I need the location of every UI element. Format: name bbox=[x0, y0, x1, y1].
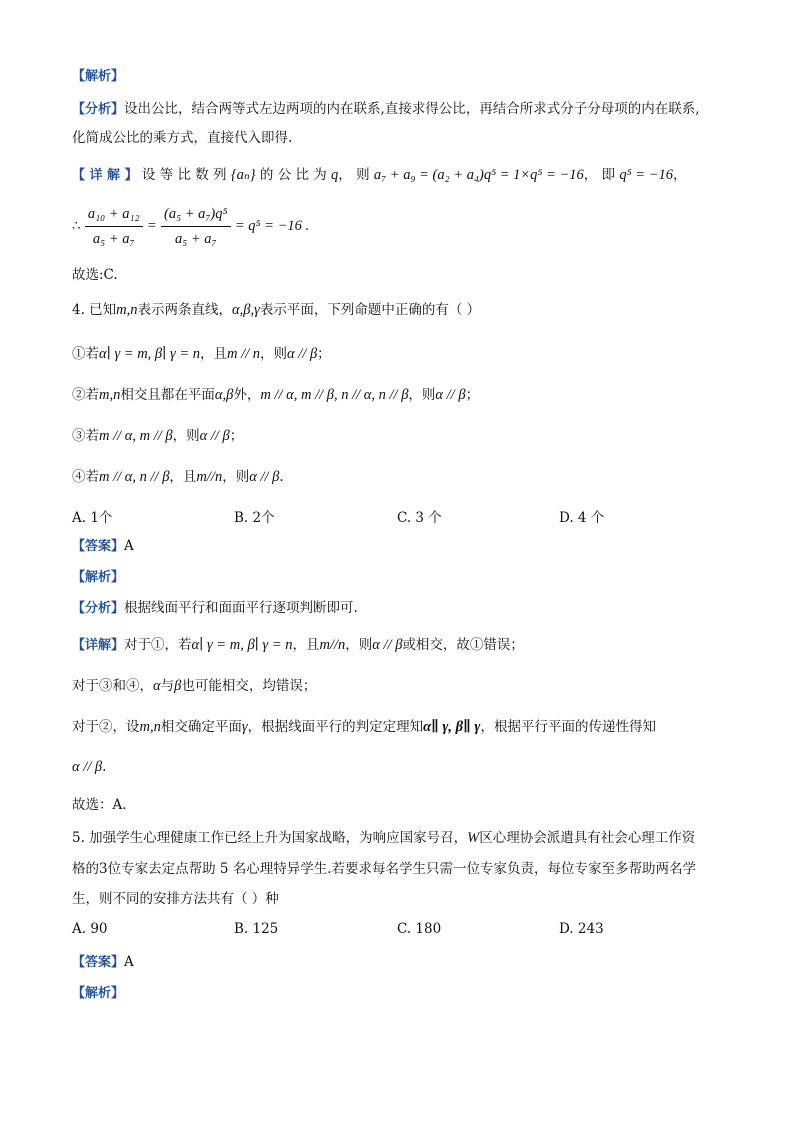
q5-stem-line-3 bbox=[72, 890, 279, 908]
fenxi-label: 【分析】 bbox=[72, 601, 125, 616]
q5-option-c: C. 180 bbox=[397, 921, 442, 937]
answer-label: 【答案】 bbox=[72, 955, 125, 970]
math-expression: γ bbox=[241, 719, 248, 735]
math-expression: α∣ γ = m, β∣ γ = n bbox=[191, 637, 293, 653]
math-expression: α∣ γ = m, β∣ γ = n bbox=[99, 346, 200, 362]
math-expression: m,n bbox=[116, 302, 138, 318]
math-expression: α // β bbox=[199, 428, 230, 444]
fenxi-text: 根据线面平行和面面平行逐项判断即可. bbox=[124, 600, 358, 616]
math-expression: m // α, m // β bbox=[99, 428, 173, 444]
text: 表示平面，下列命题中正确的有（ ） bbox=[259, 302, 481, 318]
text: ③若 bbox=[72, 428, 99, 444]
text: 设 等 比 数 列 bbox=[141, 167, 227, 183]
math-expression: m,n bbox=[139, 719, 161, 735]
numerator: (a₅ + a₇)q⁵ bbox=[161, 204, 231, 227]
xiangjie-label: 【详解】 bbox=[72, 638, 125, 653]
q5-stem-line-1 bbox=[72, 829, 695, 847]
math-expression: m // α, n // β bbox=[99, 469, 170, 485]
text: 生，则不同的安排方法共有（ ）种 bbox=[72, 891, 279, 907]
fenxi-text: 设出公比，结合两等式左边两项的内在联系,直接求得公比，再结合所求式分子分母项的内在联系, bbox=[124, 101, 700, 117]
q5-analysis-heading bbox=[72, 984, 124, 1003]
text: ①若 bbox=[72, 346, 99, 362]
text: ； bbox=[229, 428, 244, 444]
text: 外， bbox=[233, 387, 261, 403]
q4-proposition-2 bbox=[72, 386, 479, 404]
q3-xiangjie-line bbox=[72, 166, 687, 185]
text: ④若 bbox=[72, 469, 99, 485]
text: ， 则 bbox=[338, 167, 370, 183]
analysis-heading bbox=[72, 67, 124, 86]
text: ， bbox=[673, 167, 687, 183]
q4-xiangjie-line-1 bbox=[72, 636, 524, 655]
xiangjie-label: 【 详 解 】 bbox=[72, 168, 138, 183]
fenxi-label: 【分析】 bbox=[72, 102, 125, 117]
q4-option-d: D. 4 个 bbox=[559, 510, 605, 526]
answer-value: A bbox=[124, 538, 134, 554]
math-expression: α∥ γ, β∥ γ bbox=[423, 719, 481, 735]
q3-fenxi-line-2 bbox=[72, 129, 292, 147]
math-expression: {aₙ} bbox=[230, 167, 256, 183]
math-expression: m//n bbox=[319, 637, 346, 653]
text: 对于③和④， bbox=[72, 678, 153, 694]
math-expression: α,β,γ bbox=[232, 302, 260, 318]
denominator: a₅ + a₇ bbox=[92, 231, 135, 247]
text: ，则 bbox=[345, 637, 373, 653]
text: . bbox=[102, 759, 107, 775]
analysis-label: 【解析】 bbox=[72, 986, 125, 1001]
text: ，则 bbox=[222, 469, 250, 485]
text: 与 bbox=[160, 678, 175, 694]
math-expression: α bbox=[153, 678, 161, 694]
math-expression: W bbox=[467, 830, 480, 846]
math-expression: a₇ + a₉ = (a₂ + a₄)q⁵ = 1×q⁵ = −16 bbox=[373, 167, 584, 183]
text: ，且 bbox=[169, 469, 197, 485]
text: ，且 bbox=[292, 637, 320, 653]
q4-proposition-1 bbox=[72, 345, 331, 363]
text: 表示两条直线， bbox=[137, 302, 233, 318]
q4-answer-choice bbox=[72, 796, 136, 814]
math-expression: α,β bbox=[214, 387, 234, 403]
text: ②若 bbox=[72, 387, 99, 403]
text: ，根据线面平行的判定定理知 bbox=[247, 719, 424, 735]
math-expression: q⁵ = −16 bbox=[619, 167, 674, 183]
q5-answer bbox=[72, 953, 134, 972]
math-expression: m,n bbox=[99, 387, 121, 403]
text: . bbox=[279, 469, 284, 485]
q4-option-c: C. 3 个 bbox=[397, 510, 442, 526]
q4-answer bbox=[72, 537, 134, 556]
q4-xiangjie-line-3 bbox=[72, 718, 656, 736]
text: 4. 已知 bbox=[72, 302, 117, 318]
math-expression: m//n bbox=[196, 469, 223, 485]
math-expression: β bbox=[174, 678, 182, 694]
q5-option-d: D. 243 bbox=[559, 921, 604, 937]
answer-value: A bbox=[124, 954, 134, 970]
q4-fenxi-line bbox=[72, 599, 358, 618]
q3-answer-choice bbox=[72, 266, 118, 284]
text: 对于②，设 bbox=[72, 719, 140, 735]
text: 也可能相交，均错误； bbox=[181, 678, 317, 694]
math-expression: α // β bbox=[435, 387, 466, 403]
math-expression: α // β bbox=[287, 346, 318, 362]
fraction bbox=[85, 204, 143, 249]
q4-option-a: A. 1个 bbox=[72, 510, 113, 526]
analysis-label: 【解析】 bbox=[72, 69, 125, 84]
text: ， 即 bbox=[583, 167, 616, 183]
text: ，且 bbox=[200, 346, 227, 362]
math-expression: = q⁵ = −16 . bbox=[234, 218, 310, 234]
denominator: a₅ + a₇ bbox=[174, 231, 217, 247]
q3-fenxi-line-1 bbox=[72, 100, 700, 119]
text: ，则 bbox=[408, 387, 436, 403]
math-expression: m // n bbox=[227, 346, 261, 362]
text: ，则 bbox=[260, 346, 288, 362]
math-expression: α // β bbox=[372, 637, 403, 653]
q5-option-a: A. 90 bbox=[72, 921, 108, 937]
q4-xiangjie-line-2 bbox=[72, 677, 316, 695]
text: 或相交，故①错误； bbox=[402, 637, 524, 653]
text: ； bbox=[465, 387, 480, 403]
q4-stem bbox=[72, 301, 480, 319]
text: ，则 bbox=[172, 428, 200, 444]
math-expression: α // β bbox=[72, 759, 103, 775]
math-expression: m // α, m // β, n // α, n // β bbox=[260, 387, 409, 403]
text: ； bbox=[317, 346, 331, 362]
text: 相交且都在平面 bbox=[120, 387, 215, 403]
q5-option-b: B. 125 bbox=[234, 921, 279, 937]
q4-option-b: B. 2个 bbox=[234, 510, 275, 526]
text: 相交确定平面 bbox=[160, 719, 242, 735]
math-expression: α // β bbox=[249, 469, 280, 485]
q4-proposition-3 bbox=[72, 427, 243, 445]
q4-proposition-4 bbox=[72, 468, 284, 486]
text: 对于①，若 bbox=[124, 637, 192, 653]
numerator: a₁₀ + a₁₂ bbox=[85, 204, 143, 227]
q5-stem-line-2 bbox=[72, 860, 696, 878]
text: 区心理协会派遣具有社会心理工作资 bbox=[479, 830, 696, 846]
answer-label: 【答案】 bbox=[72, 539, 125, 554]
therefore-symbol: ∴ bbox=[72, 218, 81, 234]
text: ，根据平行平面的传递性得知 bbox=[480, 719, 656, 735]
analysis-label: 【解析】 bbox=[72, 570, 125, 585]
guxuan-text: 故选:C. bbox=[72, 267, 118, 283]
text: 5. 加强学生心理健康工作已经上升为国家战略，为响应国家号召， bbox=[72, 830, 468, 846]
fraction bbox=[161, 204, 231, 249]
q3-fraction-line: ∴ $\frac{\text{a₁₀ + a₁₂}}{\text{a₅ + a₇}}$ = $\frac{\text{(a₅ + a₇)q⁵}}{\text{a₅ + a₇}}$ = q⁵ = −16 . bbox=[72, 206, 310, 247]
text: 格的3位专家去定点帮助 5 名心理特异学生.若要求每名学生只需一位专家负责，每位专家至多帮助两名学 bbox=[72, 861, 697, 877]
q4-xiangjie-line-4 bbox=[72, 758, 106, 776]
math-expression: q bbox=[331, 167, 339, 183]
guxuan-text: 故选：A． bbox=[72, 797, 136, 813]
fenxi-text: 化简成公比的乘方式，直接代入即得. bbox=[72, 130, 293, 146]
text: 的 公 比 为 bbox=[259, 167, 327, 183]
q4-analysis-heading bbox=[72, 568, 124, 587]
